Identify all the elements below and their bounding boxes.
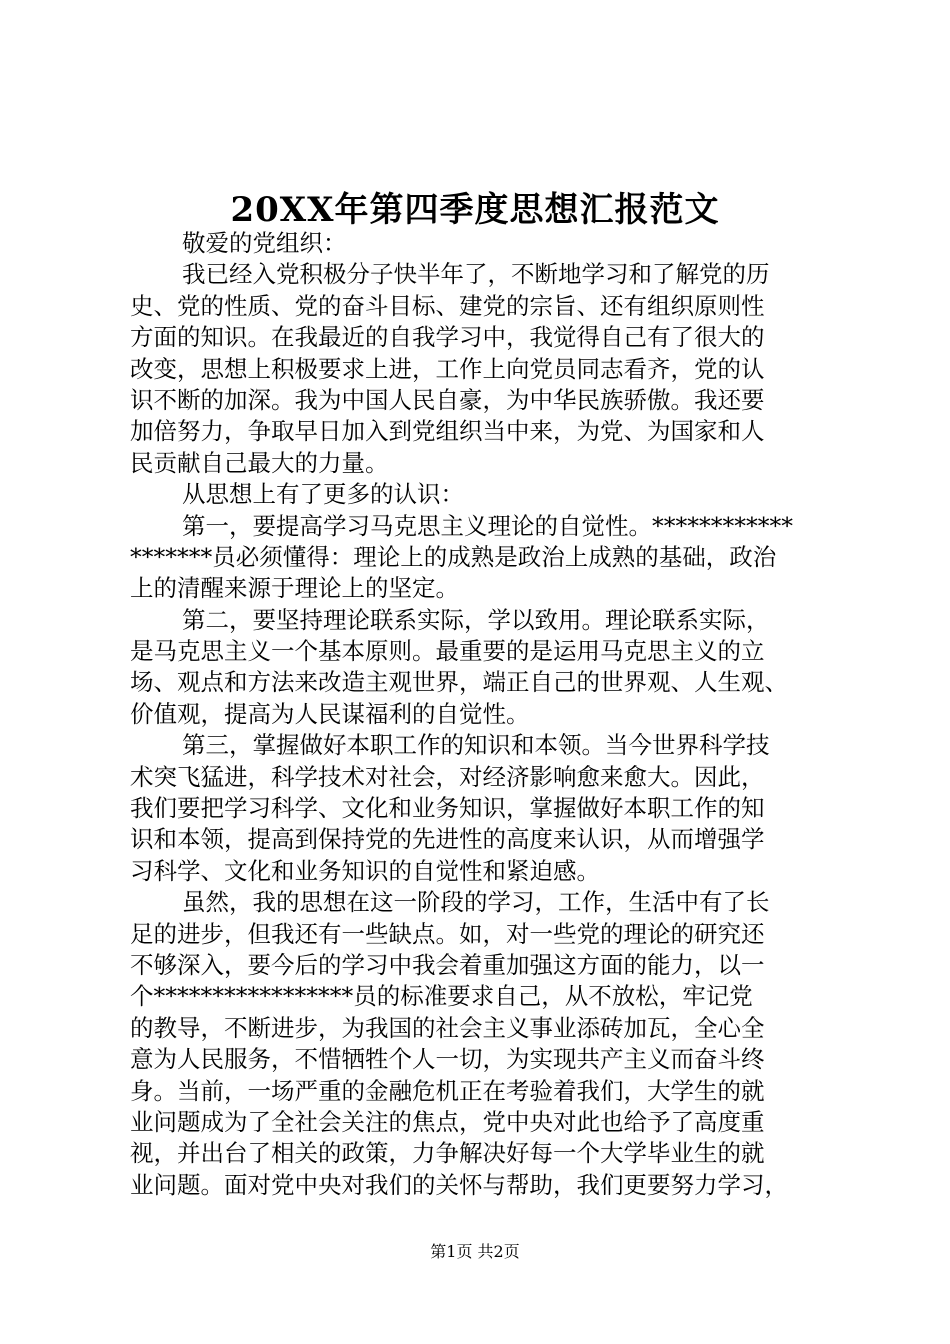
paragraph-line: 业问题成为了全社会关注的焦点，党中央对此也给予了高度重 (130, 1107, 765, 1136)
paragraph-line: 从思想上有了更多的认识： (182, 480, 464, 509)
paragraph-line: 识和本领，提高到保持党的先进性的高度来认识，从而增强学 (130, 825, 765, 854)
paragraph-line: 是马克思主义一个基本原则。最重要的是运用马克思主义的立 (130, 637, 765, 666)
paragraph-line: 不够深入，要今后的学习中我会着重加强这方面的能力，以一 (130, 950, 765, 979)
paragraph-line: 史、党的性质、党的奋斗目标、建党的宗旨、还有组织原则性 (130, 291, 765, 320)
page-number-footer: 第1页 共2页 (430, 1242, 520, 1261)
paragraph-line: 我们要把学习科学、文化和业务知识，掌握做好本职工作的知 (130, 794, 765, 823)
paragraph-line: 业问题。面对党中央对我们的关怀与帮助，我们更要努力学习， (130, 1170, 788, 1199)
paragraph-line: 价值观，提高为人民谋福利的自觉性。 (130, 699, 530, 728)
paragraph-line: 场、观点和方法来改造主观世界，端正自己的世界观、人生观、 (130, 668, 788, 697)
paragraph-line: 意为人民服务，不惜牺牲个人一切，为实现共产主义而奋斗终 (130, 1045, 765, 1074)
salutation-line: 敬爱的党组织： (182, 229, 347, 257)
paragraph-line: 方面的知识。在我最近的自我学习中，我觉得自己有了很大的 (130, 323, 765, 352)
paragraph-line: 识不断的加深。我为中国人民自豪，为中华民族骄傲。我还要 (130, 385, 765, 414)
document-title: 20XX年第四季度思想汇报范文 (230, 190, 720, 230)
paragraph-line: 第三，掌握做好本职工作的知识和本领。当今世界科学技 (182, 731, 770, 760)
paragraph-line: 加倍努力，争取早日加入到党组织当中来，为党、为国家和人 (130, 417, 765, 446)
paragraph-line: 个*****************员的标准要求自己，从不放松，牢记党 (130, 982, 753, 1011)
paragraph-line: 足的进步，但我还有一些缺点。如，对一些党的理论的研究还 (130, 919, 765, 948)
paragraph-line: 民贡献自己最大的力量。 (130, 448, 389, 477)
paragraph-line: 习科学、文化和业务知识的自觉性和紧迫感。 (130, 856, 600, 885)
paragraph-line: 身。当前，一场严重的金融危机正在考验着我们，大学生的就 (130, 1076, 765, 1105)
paragraph-line: 的教导，不断进步，为我国的社会主义事业添砖加瓦，全心全 (130, 1013, 765, 1042)
paragraph-line: 我已经入党积极分子快半年了，不断地学习和了解党的历 (182, 260, 770, 289)
paragraph-line: 第二，要坚持理论联系实际，学以致用。理论联系实际， (182, 605, 770, 634)
paragraph-line: *******员必须懂得：理论上的成熟是政治上成熟的基础，政治 (130, 542, 777, 571)
document-body (130, 228, 830, 1201)
paragraph-line: 术突飞猛进，科学技术对社会，对经济影响愈来愈大。因此， (130, 762, 765, 791)
paragraph-line: 改变，思想上积极要求上进，工作上向党员同志看齐，党的认 (130, 354, 765, 383)
paragraph-line: 上的清醒来源于理论上的坚定。 (130, 574, 459, 603)
paragraph-line: 虽然，我的思想在这一阶段的学习，工作，生活中有了长 (182, 888, 770, 917)
paragraph-line: 视，并出台了相关的政策，力争解决好每一个大学毕业生的就 (130, 1139, 765, 1168)
paragraph-line: 第一，要提高学习马克思主义理论的自觉性。************ (182, 511, 793, 540)
